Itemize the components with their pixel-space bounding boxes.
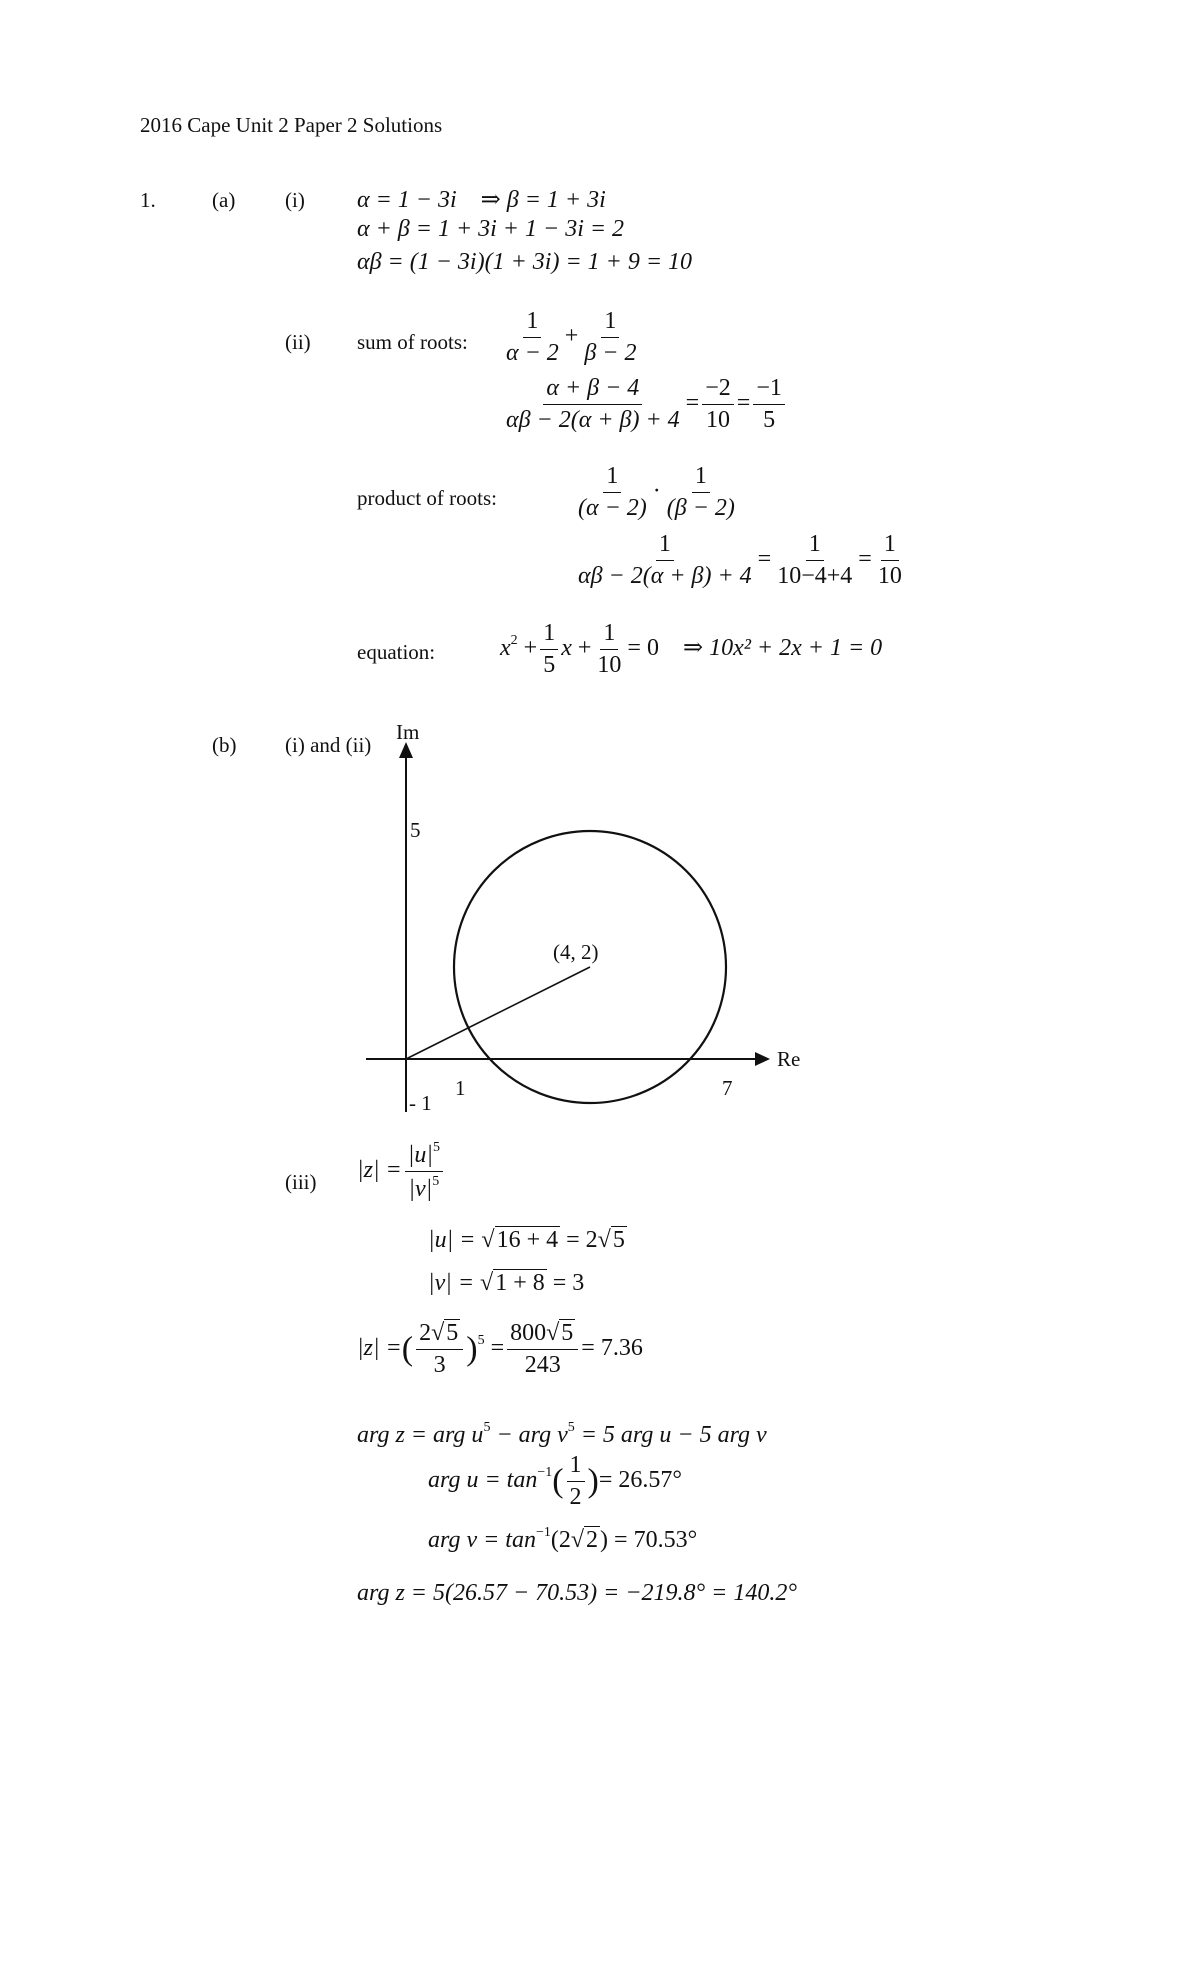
sum-of-roots-label: sum of roots: xyxy=(357,330,468,354)
tick-im-5: 5 xyxy=(410,818,421,842)
product-roots-result: $\frac{1}{\alpha\beta - 2(\alpha + \beta) + 4}$ = $\frac{1}{10-4+4}$ = $\frac{1}{10}$ xyxy=(578,531,902,589)
arg-u-line: arg $u = \tan^{-1}$( $\frac{1}{2}$ )= 26.57° xyxy=(428,1452,683,1510)
question-number: 1. xyxy=(140,188,156,212)
part-a-label: (a) xyxy=(212,188,236,212)
sum-roots-result: $\frac{\alpha + \beta - 4}{\alpha\beta - 2(\alpha + \beta) + 4}$ = $\frac{-2}{10}$ = $\frac{-1}{5}$ xyxy=(500,375,788,434)
tick-re-7: 7 xyxy=(722,1076,733,1100)
centre-point-label: (4, 2) xyxy=(553,940,599,964)
im-axis-label: Im xyxy=(396,720,420,744)
part-a-ii-label: (ii) xyxy=(285,330,311,354)
quadratic-equation: $x^2$ + $\frac{1}{5}$ x + $\frac{1}{10}$ = 0 ⇒ 10x² + 2x + 1 = 0 xyxy=(500,620,883,678)
page-title: 2016 Cape Unit 2 Paper 2 Solutions xyxy=(140,113,443,137)
part-b-i-ii-label: (i) and (ii) xyxy=(285,733,372,757)
mod-u-line: |u| = √16 + 4 = 2√5 xyxy=(428,1227,625,1253)
arg-v-line: arg $v = \tan^{-1}(2√2) = 70.53^\circ$ xyxy=(428,1525,698,1553)
part-b-label: (b) xyxy=(212,733,237,757)
tick-re-1: 1 xyxy=(455,1076,466,1100)
sum-roots-expression: $\frac{1}{\alpha - 2}$ + $\frac{1}{\beta - 2}$ xyxy=(506,308,637,366)
arg-z-result: arg z = 5(26.57 − 70.53) = −219.8° = 140.2° xyxy=(357,1580,797,1606)
a-i-line-3: αβ = (1 − 3i)(1 + 3i) = 1 + 9 = 10 xyxy=(357,249,693,275)
equation-label: equation: xyxy=(357,640,436,664)
mod-v-line: |v| = √1 + 8 = 3 xyxy=(428,1270,585,1296)
mod-z-result: |z| =( $\frac{2√5}{3}$ )$^5$ = $\frac{800√5}{243}$ = 7.36 xyxy=(357,1320,643,1378)
re-axis-label: Re xyxy=(777,1047,801,1071)
origin-to-centre-line xyxy=(406,967,590,1059)
mod-z-formula: |z| = $\frac{|u|^5}{|v|^5}$ xyxy=(357,1140,446,1203)
part-a-i-label: (i) xyxy=(285,188,305,212)
tick-im-neg1: - 1 xyxy=(409,1091,432,1115)
product-roots-expression: $\frac{1}{(\alpha - 2)}$ · $\frac{1}{(\beta - 2)}$ xyxy=(578,463,735,521)
part-b-iii-label: (iii) xyxy=(285,1170,317,1194)
a-i-line-1: α = 1 − 3i ⇒ β = 1 + 3i xyxy=(357,187,606,213)
arg-z-identity: arg z = arg $u^5$ − arg $v^5 = 5$ arg u − 5 arg v xyxy=(357,1420,767,1448)
re-arrow-icon xyxy=(755,1052,770,1066)
a-i-line-2: α + β = 1 + 3i + 1 − 3i = 2 xyxy=(357,216,625,242)
product-of-roots-label: product of roots: xyxy=(357,486,497,510)
